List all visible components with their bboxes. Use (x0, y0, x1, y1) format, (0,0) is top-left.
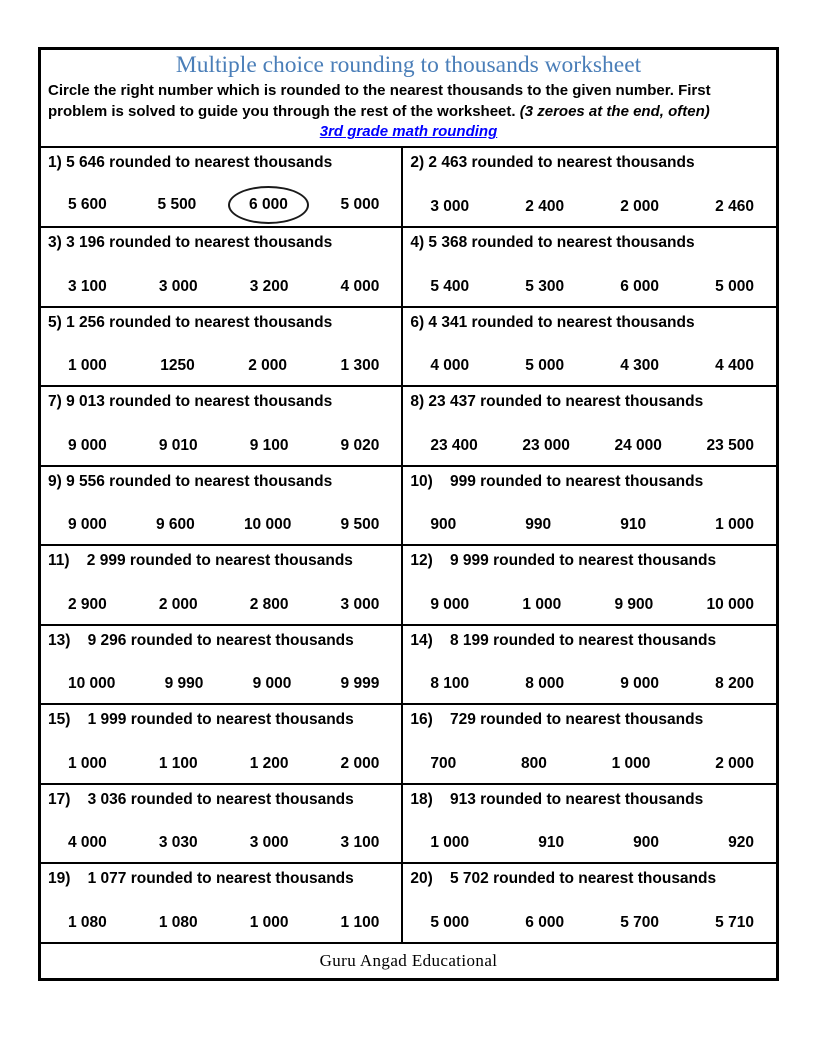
problem-question: 2) 2 463 rounded to nearest thousands (410, 154, 695, 172)
answer-choice[interactable]: 5 000 (430, 913, 470, 931)
problem-question: 7) 9 013 rounded to nearest thousands (48, 393, 333, 411)
answer-choice[interactable]: 23 400 (430, 436, 478, 454)
problem-question: 16) 729 rounded to nearest thousands (410, 711, 704, 729)
answer-choice[interactable]: 6 000 (525, 913, 565, 931)
instructions-text: Circle the right number which is rounded to the nearest thousands to the given number. First problem is solved to guide you through the rest of the worksheet. (48, 82, 711, 120)
answer-choice[interactable]: 23 500 (706, 436, 754, 454)
answer-choice[interactable]: 1 100 (340, 913, 380, 931)
answer-choice[interactable]: 1 000 (522, 595, 562, 613)
answer-choice[interactable]: 10 000 (243, 516, 292, 534)
problem-cell (403, 148, 776, 228)
answer-choice[interactable]: 4 000 (340, 277, 380, 295)
answer-choice[interactable]: 2 000 (248, 357, 288, 375)
answer-choice[interactable]: 2 000 (158, 595, 198, 613)
problem-cell (403, 705, 776, 785)
grade-link[interactable]: 3rd grade math rounding (319, 123, 498, 141)
worksheet-page (38, 47, 779, 981)
problem-question: 11) 2 999 rounded to nearest thousands (48, 552, 353, 570)
answer-choice[interactable]: 1 000 (68, 357, 107, 375)
answer-choice[interactable]: 3 000 (430, 197, 470, 215)
problem-question: 6) 4 341 rounded to nearest thousands (410, 313, 695, 331)
problem-cell (403, 308, 776, 388)
problem-question: 20) 5 702 rounded to nearest thousands (410, 870, 717, 888)
answer-choice[interactable]: 1 300 (340, 357, 380, 375)
answer-choice[interactable]: 3 030 (158, 834, 198, 852)
answer-choices (48, 278, 395, 296)
link-row (48, 123, 769, 141)
answer-choice[interactable]: 24 000 (614, 436, 662, 454)
answer-choice[interactable]: 3 000 (340, 595, 380, 613)
problem-question: 13) 9 296 rounded to nearest thousands (48, 631, 354, 649)
answer-choice[interactable]: 900 (430, 516, 457, 534)
answer-choice[interactable]: 900 (633, 834, 660, 852)
answer-choices (48, 437, 395, 455)
problem-cell (403, 785, 776, 865)
answer-choice[interactable]: 10 000 (706, 595, 754, 613)
problem-question: 14) 8 199 rounded to nearest thousands (410, 631, 717, 649)
problem-question: 10) 999 rounded to nearest thousands (410, 472, 704, 490)
problem-question: 19) 1 077 rounded to nearest thousands (48, 870, 354, 888)
problem-question: 8) 23 437 rounded to nearest thousands (410, 393, 704, 411)
answer-choice[interactable]: 8 100 (430, 675, 470, 693)
problem-cell (41, 864, 403, 944)
answer-choice[interactable]: 9 999 (340, 675, 380, 693)
answer-choices (48, 516, 395, 534)
answer-choice[interactable]: 2 800 (249, 595, 289, 613)
answer-choice[interactable]: 1 100 (158, 754, 198, 772)
answer-choice[interactable]: 920 (728, 834, 754, 852)
instructions-note: (3 zeroes at the end, often) (519, 102, 710, 120)
answer-choice[interactable]: 9 990 (164, 675, 204, 693)
answer-choice[interactable]: 1 200 (249, 754, 289, 772)
problem-cell (41, 546, 403, 626)
answer-choice[interactable]: 1 080 (68, 913, 107, 931)
answer-choices (410, 596, 770, 614)
answer-choices (410, 675, 770, 693)
instructions (48, 81, 769, 122)
answer-choice[interactable]: 8 000 (525, 675, 565, 693)
answer-choice[interactable]: 4 000 (430, 357, 470, 375)
answer-choices (48, 357, 395, 375)
answer-choice[interactable]: 5 700 (620, 913, 660, 931)
footer-brand: Guru Angad Educational (319, 951, 498, 970)
answer-choices (48, 596, 395, 614)
answer-choices (48, 834, 395, 852)
answer-choice[interactable]: 5 500 (157, 195, 197, 213)
answer-choice[interactable]: 23 000 (522, 436, 570, 454)
answer-choice[interactable]: 1 000 (249, 913, 289, 931)
problem-question: 9) 9 556 rounded to nearest thousands (48, 472, 333, 490)
problem-cell (403, 546, 776, 626)
problem-cell (41, 228, 403, 308)
answer-choice[interactable]: 5 000 (715, 277, 754, 295)
answer-choice[interactable]: 3 000 (249, 834, 289, 852)
answer-choice[interactable]: 9 000 (620, 675, 660, 693)
answer-choice[interactable]: 9 100 (249, 436, 289, 454)
problem-cell (41, 308, 403, 388)
answer-choice[interactable]: 5 600 (68, 195, 107, 213)
answer-choice[interactable]: 9 500 (340, 516, 380, 534)
answer-choice[interactable]: 4 000 (68, 834, 107, 852)
answer-choice[interactable]: 1 000 (68, 754, 107, 772)
answer-choices (48, 755, 395, 773)
problem-cell (41, 785, 403, 865)
answer-choice[interactable]: 5 300 (525, 277, 565, 295)
answer-choice[interactable]: 910 (538, 834, 565, 852)
answer-choice[interactable]: 3 200 (249, 277, 289, 295)
problem-question: 15) 1 999 rounded to nearest thousands (48, 711, 354, 729)
problem-question: 12) 9 999 rounded to nearest thousands (410, 552, 717, 570)
answer-choices (410, 278, 770, 296)
answer-choice[interactable]: 6 000 (620, 277, 660, 295)
answer-choice[interactable]: 1 080 (158, 913, 198, 931)
answer-choices (410, 357, 770, 375)
answer-choices (410, 755, 770, 773)
answer-choice[interactable]: 2 900 (68, 595, 107, 613)
problem-cell (41, 148, 403, 228)
answer-choice[interactable]: 5 400 (430, 277, 470, 295)
problem-question: 17) 3 036 rounded to nearest thousands (48, 790, 354, 808)
answer-choices (410, 516, 770, 534)
answer-choice[interactable]: 5 710 (715, 913, 754, 931)
answer-choices (48, 914, 395, 932)
problems-grid (41, 148, 776, 944)
problem-cell (403, 228, 776, 308)
answer-choice[interactable]: 9 600 (155, 516, 195, 534)
answer-choice[interactable]: 9 000 (252, 675, 292, 693)
answer-choice[interactable]: 5 000 (525, 357, 565, 375)
problem-question: 4) 5 368 rounded to nearest thousands (410, 233, 695, 251)
problem-question: 5) 1 256 rounded to nearest thousands (48, 313, 333, 331)
answer-choice[interactable]: 2 460 (715, 197, 754, 215)
problem-question: 18) 913 rounded to nearest thousands (410, 790, 704, 808)
answer-choice[interactable]: 9 000 (68, 436, 107, 454)
answer-choice[interactable]: 2 000 (715, 754, 754, 772)
answer-choice[interactable]: 910 (620, 516, 647, 534)
answer-choice[interactable]: 4 300 (620, 357, 660, 375)
answer-choice[interactable]: 2 000 (340, 754, 380, 772)
circled-answer[interactable]: 6 000 (228, 186, 309, 224)
problem-cell (403, 626, 776, 706)
answer-choice[interactable]: 8 200 (715, 675, 754, 693)
answer-choices (410, 198, 770, 216)
answer-choice[interactable]: 4 400 (715, 357, 754, 375)
answer-choice[interactable]: 9 010 (158, 436, 198, 454)
answer-choice[interactable]: 800 (520, 754, 547, 772)
answer-choice[interactable]: 9 000 (430, 595, 470, 613)
answer-choices (410, 834, 770, 852)
answer-choice[interactable]: 9 020 (340, 436, 380, 454)
answer-choice[interactable]: 5 000 (340, 195, 380, 213)
problem-cell (403, 467, 776, 547)
problem-cell (41, 387, 403, 467)
problem-question: 1) 5 646 rounded to nearest thousands (48, 154, 333, 172)
answer-choice[interactable]: 3 100 (68, 277, 107, 295)
answer-choice[interactable]: 9 000 (68, 516, 107, 534)
answer-choice[interactable]: 3 000 (158, 277, 198, 295)
worksheet-header (41, 50, 776, 148)
answer-choice[interactable]: 1 000 (430, 834, 470, 852)
answer-choice[interactable]: 3 100 (340, 834, 380, 852)
answer-choice[interactable]: 990 (525, 516, 552, 534)
answer-choice[interactable]: 10 000 (68, 675, 116, 693)
answer-choice[interactable]: 1250 (160, 357, 195, 375)
problem-cell (403, 387, 776, 467)
answer-choices (410, 437, 770, 455)
answer-choice[interactable]: 9 900 (614, 595, 654, 613)
problem-cell (41, 626, 403, 706)
problem-cell (41, 467, 403, 547)
problem-cell (41, 705, 403, 785)
answer-choices (48, 675, 395, 693)
answer-choice[interactable]: 2 400 (525, 197, 565, 215)
answer-choice[interactable]: 2 000 (620, 197, 660, 215)
problem-question: 3) 3 196 rounded to nearest thousands (48, 233, 333, 251)
answer-choice[interactable]: 700 (430, 754, 457, 772)
answer-choice[interactable]: 1 000 (611, 754, 651, 772)
worksheet-title: Multiple choice rounding to thousands worksheet (175, 52, 642, 78)
answer-choice[interactable]: 1 000 (715, 516, 754, 534)
answer-choices (48, 194, 395, 216)
problem-cell (403, 864, 776, 944)
answer-choices (410, 914, 770, 932)
